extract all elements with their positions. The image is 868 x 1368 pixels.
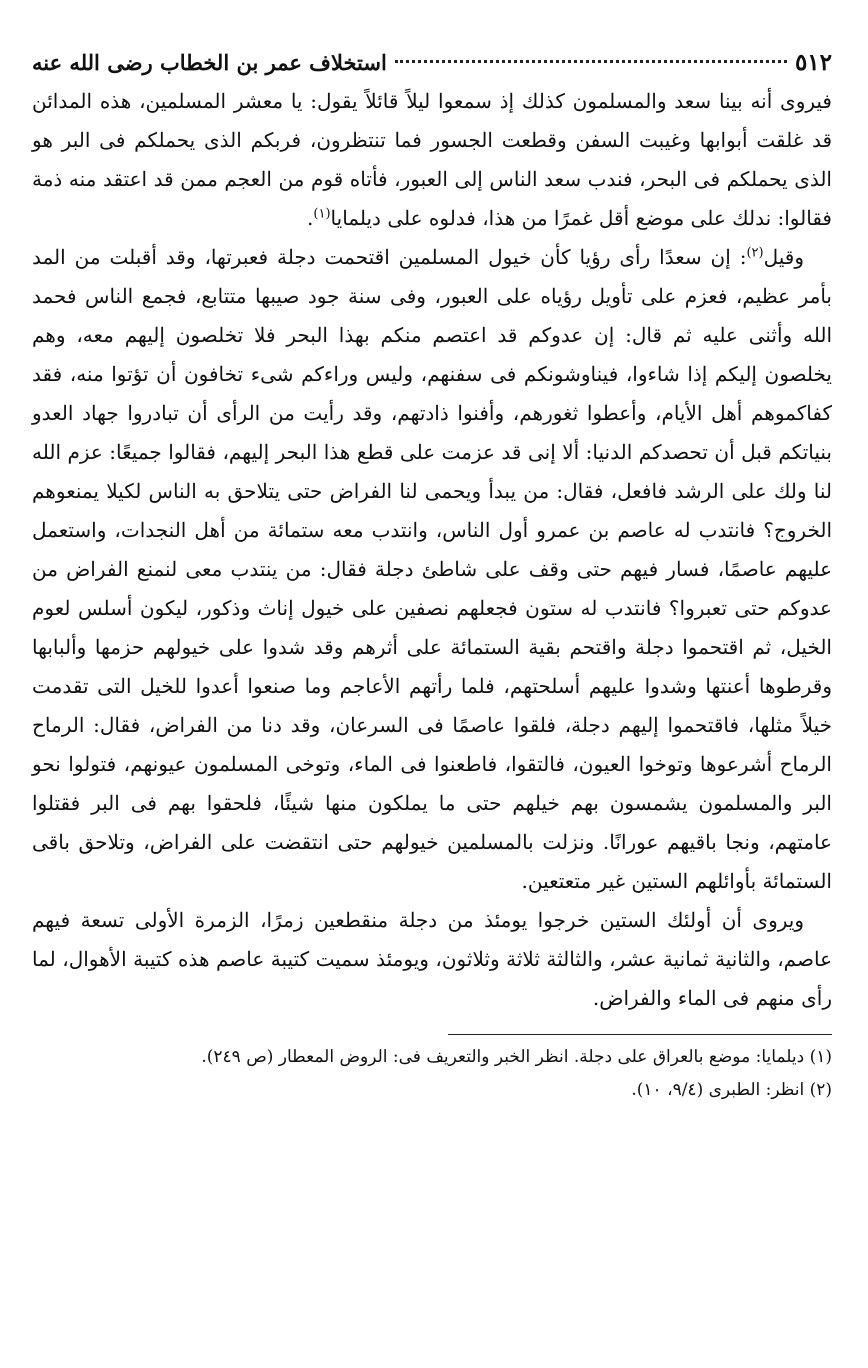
running-title: استخلاف عمر بن الخطاب رضى الله عنه — [32, 50, 387, 75]
footnotes — [32, 1041, 832, 1107]
paragraph-1 — [32, 82, 832, 238]
paragraph-3-text: ويروى أن أولئك الستين خرجوا يومئذ من دجلة منقطعين زمرًا، الزمرة الأولى تسعة فيهم عاصم، والثانية ثمانية عشر، والثالثة ثلاثة وثلاثون، ويومئذ سميت كتيبة عاصم هذه كتيبة الأهوال، لما رأى منهم فى الماء والفراض. — [32, 908, 832, 1010]
page-header — [32, 46, 832, 82]
footnote-1: (١) ديلمايا: موضع بالعراق على دجلة. انظر الخبر والتعريف فى: الروض المعطار (ص ٢٤٩). — [201, 1047, 832, 1067]
main-text — [32, 82, 832, 1018]
footnote-ref-1: (١) — [313, 206, 331, 222]
footnote-divider — [448, 1034, 832, 1035]
dot-leader — [395, 60, 787, 63]
paragraph-3 — [32, 901, 832, 1018]
paragraph-2-text: : إن سعدًا رأى رؤيا كأن خيول المسلمين اقتحمت دجلة فعبرتها، وقد أقبلت من المد بأمر عظيم، فعزم على تأويل رؤياه على العبور، وفى سنة جود صيبها متتابع، فجمع الناس فحمد الله وأثنى عليه ثم قال: إن عدوكم قد اعتصم منكم بهذا البحر فلا تخلصون إليهم معه، وهم يخلصون إليكم إذا شاءوا، فيناوشونكم فى سفنهم، وليس وراءكم شىء تخافون أن تؤتوا منه، فقد كفاكموهم أهل الأيام، وأعطوا ثغورهم، وأفنوا ذادتهم، وقد رأيت من الرأى أن تبادروا جهاد العدو بنياتكم قبل أن تحصدكم الدنيا: ألا إنى قد عزمت على قطع هذا البحر إليهم، فقالوا جميعًا: عزم الله لنا ولك على الرشد فافعل، فقال: من يبدأ ويحمى لنا الفراض حتى يتلاحق به الناس لكيلا يمنعوهم الخروج؟ فانتدب له عاصم بن عمرو أول الناس، وانتدب معه ستمائة من أهل النجدات، واستعمل عليهم عاصمًا، فسار فيهم حتى وقف على شاطئ دجلة فقال: من ينتدب معى لنمنع الفراض من عدوكم حتى تعبروا؟ فانتدب له ستون فجعلهم نصفين على خيول إناث وذكور، ليكون أسلس لعوم الخيل، ثم اقتحموا دجلة واقتحم بقية الستمائة على أثرهم وقد شدوا على خيولهم حزمها وألبابها وقرطوها أعنتها وشدوا عليهم أسلحتهم، فلما رأتهم الأعاجم وما صنعوا أعدوا للخيل التى تقدمت خيلاً مثلها، فاقتحموا إليهم دجلة، فلقوا عاصمًا فى السرعان، وقد دنا من الفراض، فقال: الرماح الرماح أشرعوها وتوخوا العيون، فالتقوا، فاطعنوا فى الماء، وتوخى المسلمون عيونهم، فتولوا نحو البر والمسلمون يشمسون بهم خيلهم حتى ما يملكون منها شيئًا، فلحقوا بهم فى البر فقتلوا عامتهم، ونجا باقيهم عورانًا. ونزلت بالمسلمين خيولهم حتى انتقضت على الفراض، وتلاحق باقى الستمائة بأوائلهم الستين غير متعتعين. — [32, 245, 833, 893]
book-page — [32, 46, 832, 1348]
paragraph-1-text: فيروى أنه بينا سعد والمسلمون كذلك إذ سمعوا ليلاً قائلاً يقول: يا معشر المسلمين، هذه المدائن قد غلقت أبوابها وغيبت السفن وقطعت الجسور فما تنتظرون، فربكم الذى يحملكم فى البر هو الذى يحملكم فى البحر، فندب سعد الناس إلى العبور، فأتاه قوم من العجم ممن قد اعتقد منه ذمة فقالوا: ندلك على موضع أقل غمرًا من هذا، فدلوه على ديلمايا — [32, 89, 832, 230]
paragraph-1-tail: . — [307, 206, 314, 230]
footnote-ref-2: (٢) — [746, 245, 764, 261]
paragraph-2-lead: وقيل — [763, 245, 804, 269]
paragraph-2 — [32, 238, 832, 901]
footnote-2: (٢) انظر: الطبرى (٩/٤، ١٠). — [631, 1080, 832, 1100]
page-number: ٥١٢ — [794, 49, 832, 76]
